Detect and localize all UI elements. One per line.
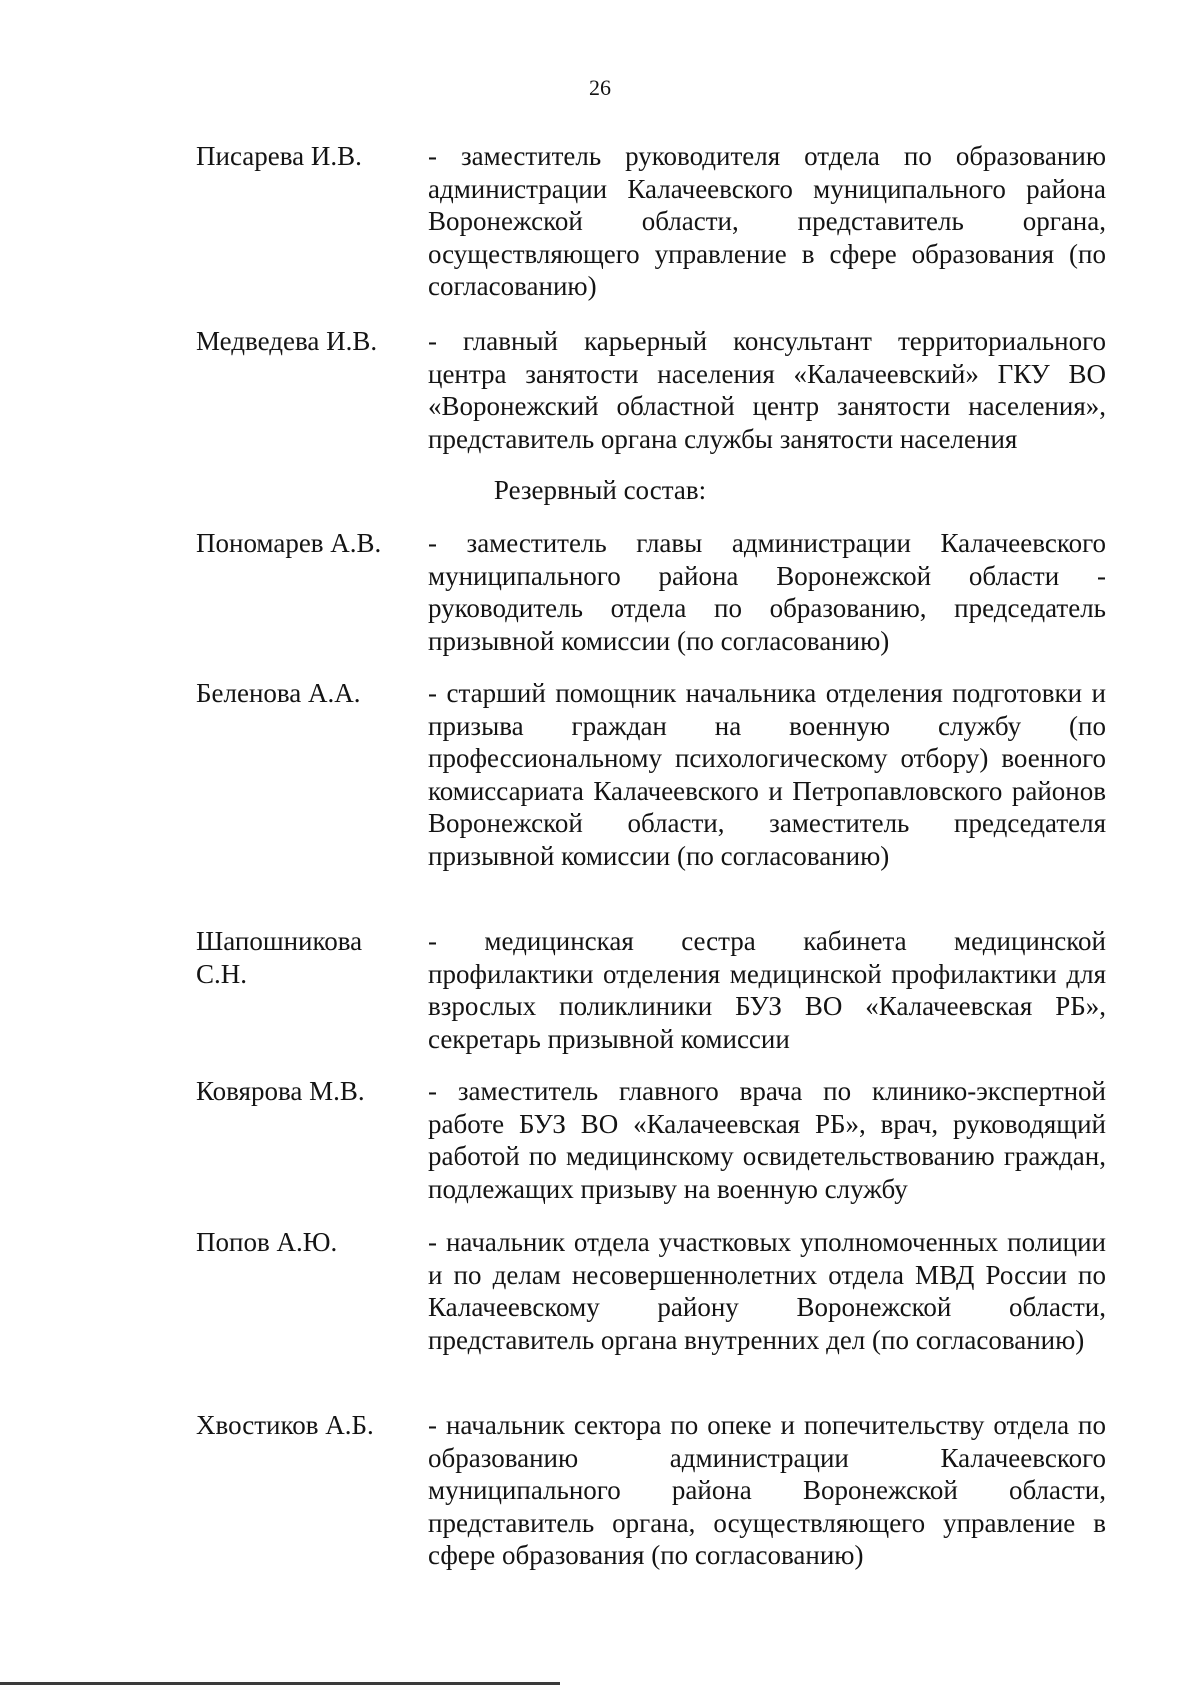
member-description: - старший помощник начальника отделения подготовки и призыва граждан на военную службу (по профессиональному психологическому отбору) военного комиссариата Калачеевского и Петропавловского районов Воронежской области, заместитель председателя призывной комиссии (по согласованию) bbox=[428, 678, 1106, 871]
member-name: Попов А.Ю. bbox=[196, 1227, 338, 1257]
reserve-member-entry bbox=[196, 527, 1106, 657]
member-name: Ковярова М.В. bbox=[196, 1076, 365, 1106]
member-name: Шапошникова С.Н. bbox=[196, 926, 363, 989]
reserve-member-entry bbox=[196, 925, 1106, 1055]
member-entry bbox=[196, 325, 1106, 455]
scan-edge-line bbox=[0, 1682, 560, 1685]
member-description: - заместитель главного врача по клинико-экспертной работе БУЗ ВО «Калачеевская РБ», врач, руководящий работой по медицинскому освидетельствованию граждан, подлежащих призыву на военную службу bbox=[428, 1076, 1106, 1204]
page-number: 26 bbox=[589, 75, 611, 100]
member-name: Хвостиков А.Б. bbox=[196, 1410, 374, 1440]
member-name: Медведева И.В. bbox=[196, 326, 378, 356]
member-description: - заместитель главы администрации Калачеевского муниципального района Воронежской области - руководитель отдела по образованию, председатель призывной комиссии (по согласованию) bbox=[428, 528, 1106, 656]
member-description: - начальник сектора по опеке и попечительству отдела по образованию администрации Калачеевского муниципального района Воронежской области, представитель органа, осуществляющего управление в сфере образования (по согласованию) bbox=[428, 1410, 1106, 1570]
member-description: - главный карьерный консультант территориального центра занятости населения «Калачеевский» ГКУ ВО «Воронежский областной центр занятости населения», представитель органа службы занятости населения bbox=[428, 326, 1106, 454]
member-entry bbox=[196, 140, 1106, 303]
member-description: - начальник отдела участковых уполномоченных полиции и по делам несовершеннолетних отдела МВД России по Калачеевскому району Воронежской области, представитель органа внутренних дел (по согласованию) bbox=[428, 1227, 1106, 1355]
member-description: - заместитель руководителя отдела по образованию администрации Калачеевского муниципального района Воронежской области, представитель органа, осуществляющего управление в сфере образования (по согласованию) bbox=[428, 141, 1106, 301]
member-name: Писарева И.В. bbox=[196, 141, 362, 171]
member-name: Беленова А.А. bbox=[196, 678, 361, 708]
reserve-heading: Резервный состав: bbox=[493, 475, 707, 505]
reserve-member-entry bbox=[196, 1075, 1106, 1205]
reserve-member-entry bbox=[196, 677, 1106, 872]
member-name: Пономарев А.В. bbox=[196, 528, 382, 558]
member-description: - медицинская сестра кабинета медицинской профилактики отделения медицинской профилактики для взрослых поликлиники БУЗ ВО «Калачеевская РБ», секретарь призывной комиссии bbox=[428, 926, 1106, 1054]
reserve-member-entry bbox=[196, 1226, 1106, 1356]
reserve-member-entry bbox=[196, 1409, 1106, 1572]
